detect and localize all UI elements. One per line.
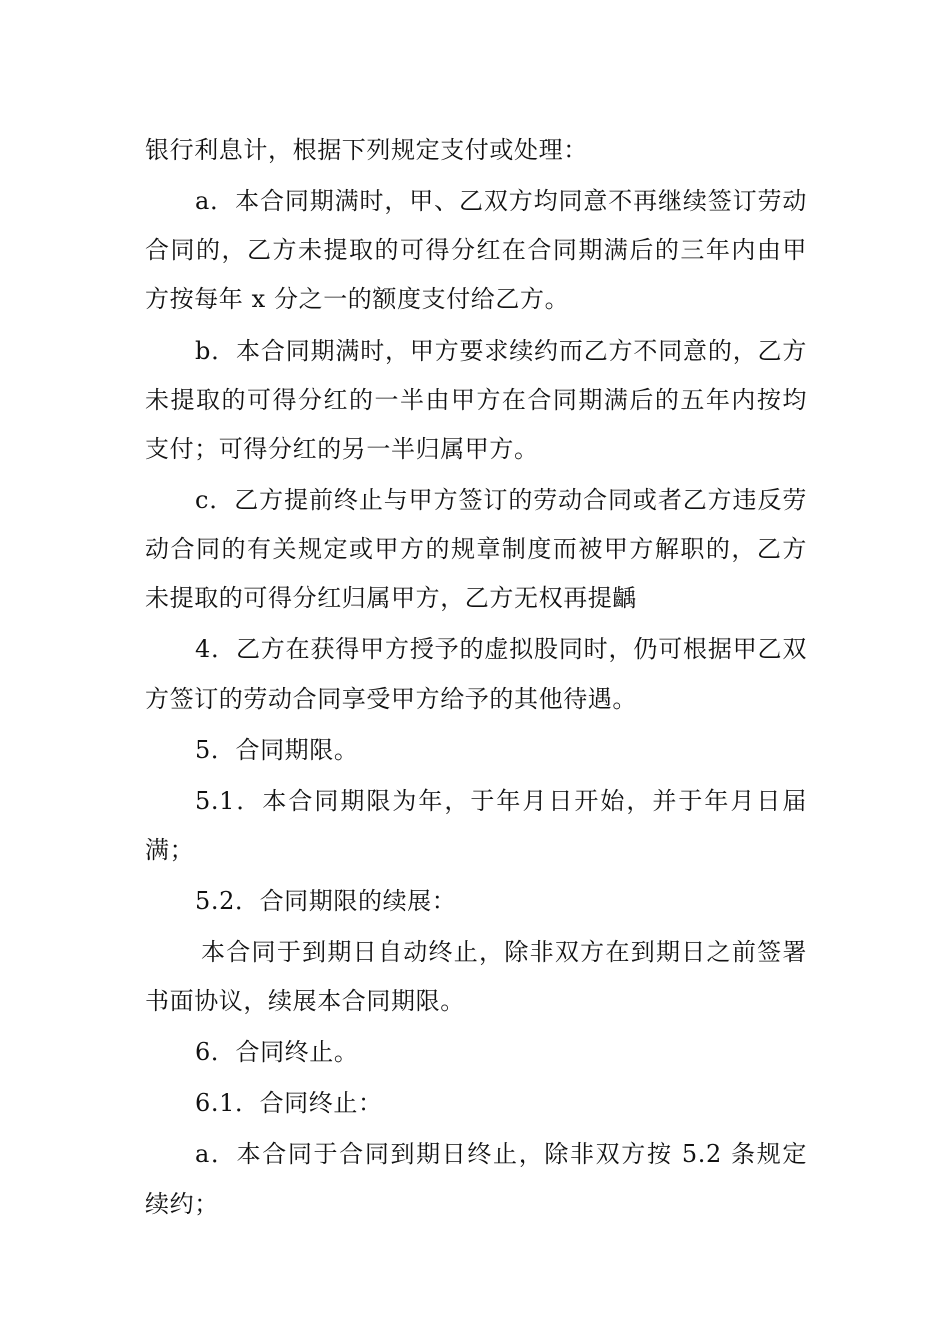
paragraph-clause-a-expiry: a．本合同期满时，甲、乙双方均同意不再继续签订劳动合同的，乙方未提取的可得分红在合同期满后的三年内由甲方按每年 x 分之一的额度支付给乙方。	[145, 187, 807, 314]
paragraph-section-5-2: 5.2．合同期限的续展：	[195, 886, 457, 915]
paragraph-clause-b-renewal: b．本合同期满时，甲方要求续约而乙方不同意的，乙方未提取的可得分红的一半由甲方在合同期满后的五年内按均支付；可得分红的另一半归属甲方。	[145, 336, 807, 463]
paragraph-clause-c-termination: c．乙方提前终止与甲方签订的劳动合同或者乙方违反劳动合同的有关规定或甲方的规章制度而被甲方解职的，乙方未提取的可得分红归属甲方，乙方无权再提齲	[145, 485, 807, 613]
paragraph-section-6-1: 6.1．合同终止：	[195, 1089, 383, 1118]
document-body	[145, 126, 807, 1231]
paragraph-renewal-text: 本合同于到期日自动终止，除非双方在到期日之前签署书面协议，续展本合同期限。	[145, 938, 807, 1016]
paragraph-section-5-1: 5.1．本合同期限为年，于年月日开始，并于年月日届满；	[145, 786, 807, 864]
paragraph-bank-interest: 银行利息计，根据下列规定支付或处理：	[145, 136, 588, 164]
paragraph-section-5-heading: 5．合同期限。	[195, 735, 359, 764]
paragraph-section-6-1-a: a．本合同于合同到期日终止，除非双方按 5.2 条规定续约；	[145, 1140, 807, 1218]
paragraph-section-4: 4．乙方在获得甲方授予的虚拟股同时，仍可根据甲乙双方签订的劳动合同享受甲方给予的其他待遇。	[145, 635, 807, 713]
paragraph-section-6-heading: 6．合同终止。	[195, 1038, 359, 1067]
